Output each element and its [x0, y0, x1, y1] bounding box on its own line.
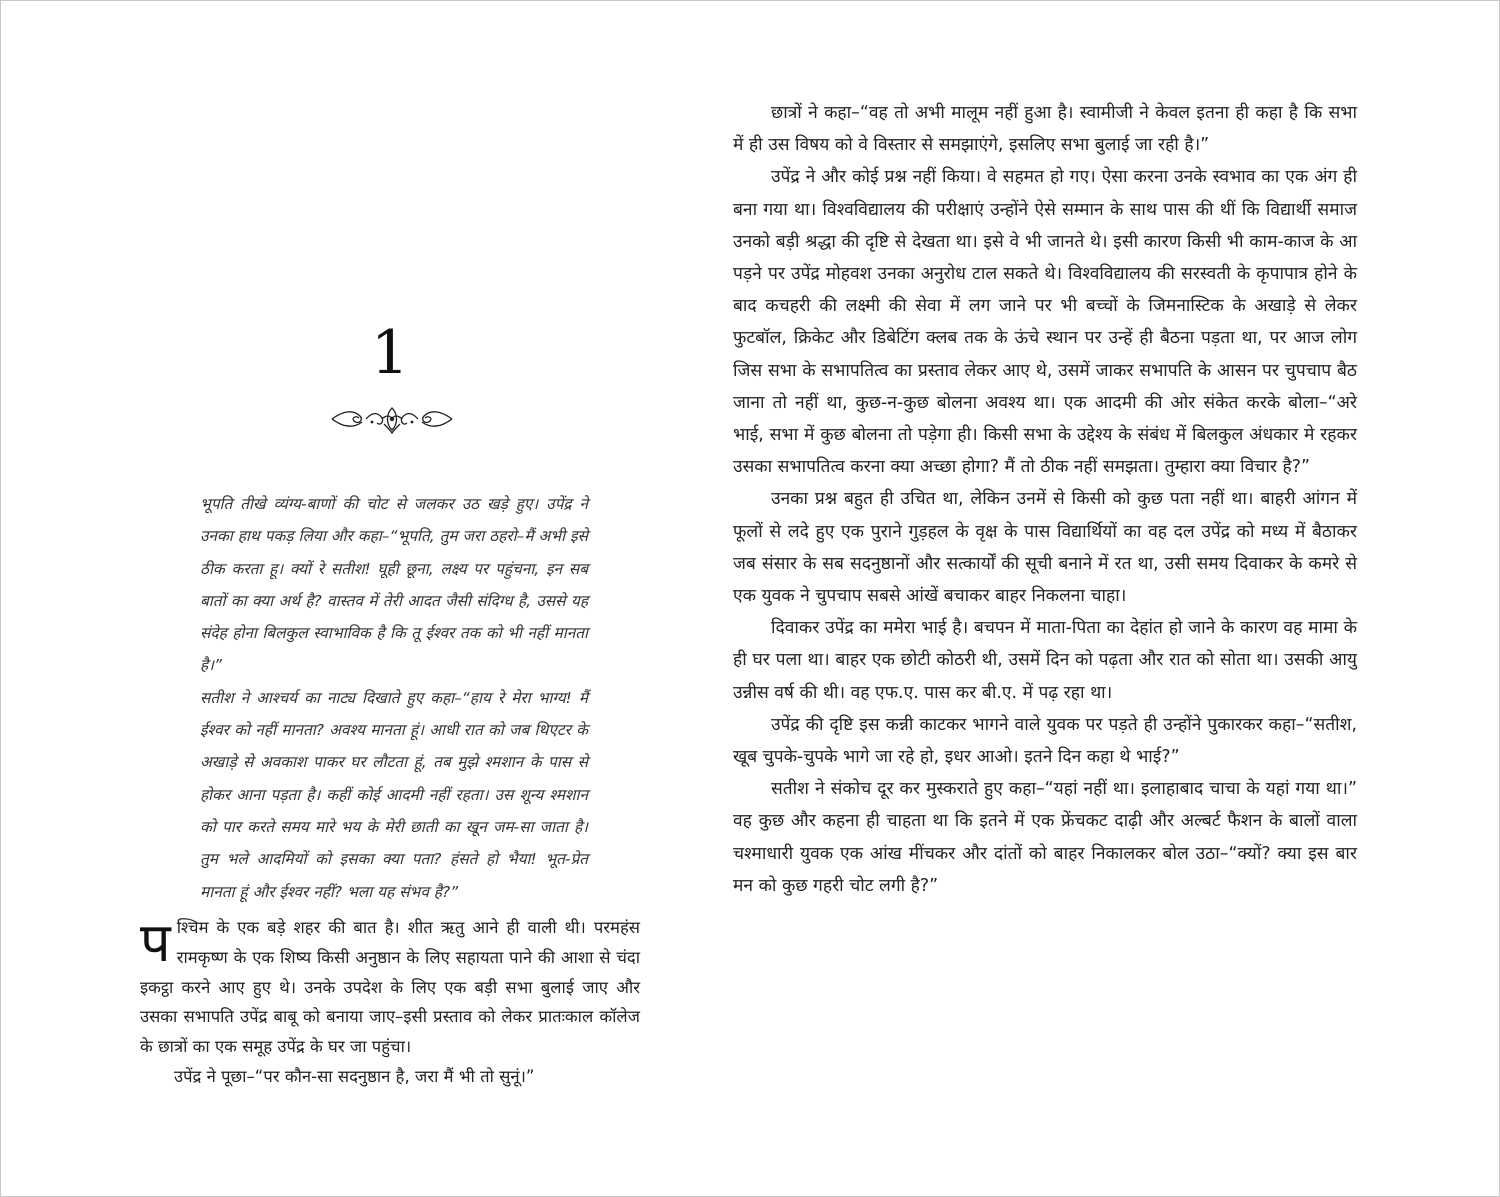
opening-paragraph — [140, 913, 640, 1062]
opening-text: श्चिम के एक बड़े शहर की बात है। शीत ऋतु आने ही वाली थी। परमहंस रामकृष्ण के एक शिष्य किसी अनुष्ठान के लिए सहायता पाने की आशा से चंदा इकट्ठा करने आए हुए थे। उनके उपदेश के लिए एक बड़ी सभा बुलाई जाए और उसका सभापति उपेंद्र बाबू को बनाया जाए–इसी प्रस्ताव को लेकर प्रातःकाल कॉलेज के छात्रों का एक समूह उपेंद्र के घर जा पहुंचा। — [140, 918, 640, 1057]
epigraph-paragraph: भूपति तीखे व्यंग्य-बाणों की चोट से जलकर उठ खड़े हुए। उपेंद्र ने उनका हाथ पकड़ लिया और कहा–“भूपति, तुम जरा ठहरो–मैं अभी इसे ठीक करता हू। क्यों रे सतीश! घूही छूना, लक्ष्य पर पहुंचना, इन सब बातों का क्या अर्थ है? वास्तव में तेरी आदत जैसी संदिग्ध है, उससे यह संदेह होना बिलकुल स्वाभाविक है कि तू ईश्वर तक को भी नहीं मानता है।” — [200, 495, 588, 675]
ornament-divider-icon — [328, 400, 456, 438]
epigraph-paragraph: सतीश ने आश्चर्य का नाट्य दिखाते हुए कहा–“हाय रे मेरा भाग्य! मैं ईश्वर को नहीं मानता? अवश्य मानता हूं। आधी रात को जब थिएटर के अखाड़े से अवकाश पाकर घर लौटता हूं, तब मुझे श्मशान के पास से होकर आना पड़ता है। कहीं कोई आदमी नहीं रहता। उस शून्य श्मशान को पार करते समय मारे भय के मेरी छाती का खून जम-सा जाता है। तुम भले आदमियों को इसका क्या पता? हंसते हो भैया! भूत-प्रेत मानता हूं और ईश्वर नहीं? भला यह संभव है?” — [200, 688, 588, 901]
epigraph — [200, 488, 588, 908]
body-paragraph: दिवाकर उपेंद्र का ममेरा भाई है। बचपन में माता-पिता का देहांत हो जाने के कारण वह मामा के ही घर पला था। बाहर एक छोटी कोठरी थी, उसमें दिन को पढ़ता और रात को सोता था। उसकी आयु उन्नीस वर्ष की थी। वह एफ.ए. पास कर बी.ए. में पढ़ रहा था। — [733, 618, 1357, 703]
chapter-opening — [140, 913, 640, 1092]
body-paragraph: छात्रों ने कहा–“वह तो अभी मालूम नहीं हुआ है। स्वामीजी ने केवल इतना ही कहा है कि सभा में ही उस विषय को वे विस्तार से समझाएंगे, इसलिए सभा बुलाई जा रही है।” — [733, 103, 1357, 156]
body-paragraph: सतीश ने संकोच दूर कर मुस्कराते हुए कहा–“यहां नहीं था। इलाहाबाद चाचा के यहां गया था।” वह कुछ और कहना ही चाहता था कि इतने में एक फ्रेंचकट दाढ़ी और अल्बर्ट फैशन के बालों वाला चश्माधारी युवक एक आंख मींचकर और दांतों को बाहर निकालकर बोल उठा–“क्यों? क्या इस बार मन को कुछ गहरी चोट लगी है?” — [733, 779, 1357, 896]
chapter-number: 1 — [370, 318, 410, 388]
left-page — [140, 0, 640, 1197]
drop-cap: प — [140, 911, 171, 974]
body-paragraph: उनका प्रश्न बहुत ही उचित था, लेकिन उनमें से किसी को कुछ पता नहीं था। बाहरी आंगन में फूलों से लदे हुए एक पुराने गुड़हल के वृक्ष के पास विद्यार्थियों का वह दल उपेंद्र को मध्य में बैठाकर जब संसार के सब सदनुष्ठानों और सत्कार्यों की सूची बनाने में रत था, उसी समय दिवाकर के कमरे से एक युवक ने चुपचाप सबसे आंखें बचाकर बाहर निकलना चाहा। — [733, 489, 1357, 607]
right-page — [733, 97, 1357, 902]
opening-paragraph-2: उपेंद्र ने पूछा–“पर कौन-सा सदनुष्ठान है, जरा मैं भी तो सुनूं।” — [174, 1066, 535, 1086]
body-paragraph: उपेंद्र ने और कोई प्रश्न नहीं किया। वे सहमत हो गए। ऐसा करना उनके स्वभाव का एक अंग ही बना गया था। विश्वविद्यालय की परीक्षाएं उन्होंने ऐसे सम्मान के साथ पास की थीं कि विद्यार्थी समाज उनको बड़ी श्रद्धा की दृष्टि से देखता था। इसे वे भी जानते थे। इसी कारण किसी भी काम-काज के आ पड़ने पर उपेंद्र मोहवश उनका अनुरोध टाल सकते थे। विश्वविद्यालय की सरस्वती के कृपापात्र होने के बाद कचहरी की लक्ष्मी की सेवा में लग जाने पर भी बच्चों के जिमनास्टिक के अखाड़े से लेकर फुटबॉल, क्रिकेट और डिबेटिंग क्लब तक के ऊंचे स्थान पर उन्हें ही बैठना पड़ता था, पर आज लोग जिस सभा के सभापतित्व का प्रस्ताव लेकर आए थे, उसमें जाकर सभापति के आसन पर चुपचाप बैठ जाना तो नहीं था, कुछ-न-कुछ बोलना अवश्य था। एक आदमी की ओर संकेत करके बोला–“अरे भाई, सभा में कुछ बोलना तो पड़ेगा ही। किसी सभा के उद्देश्य के संबंध में बिलकुल अंधकार मे रहकर उसका सभापतित्व करना क्या अच्छा होगा? मैं तो ठीक नहीं समझता। तुम्हारा क्या विचार है?” — [733, 167, 1358, 478]
body-paragraph: उपेंद्र की दृष्टि इस कन्नी काटकर भागने वाले युवक पर पड़ते ही उन्होंने पुकारकर कहा–“सतीश, खूब चुपके-चुपके भागे जा रहे हो, इधर आओ। इतने दिन कहा थे भाई?” — [733, 714, 1357, 768]
